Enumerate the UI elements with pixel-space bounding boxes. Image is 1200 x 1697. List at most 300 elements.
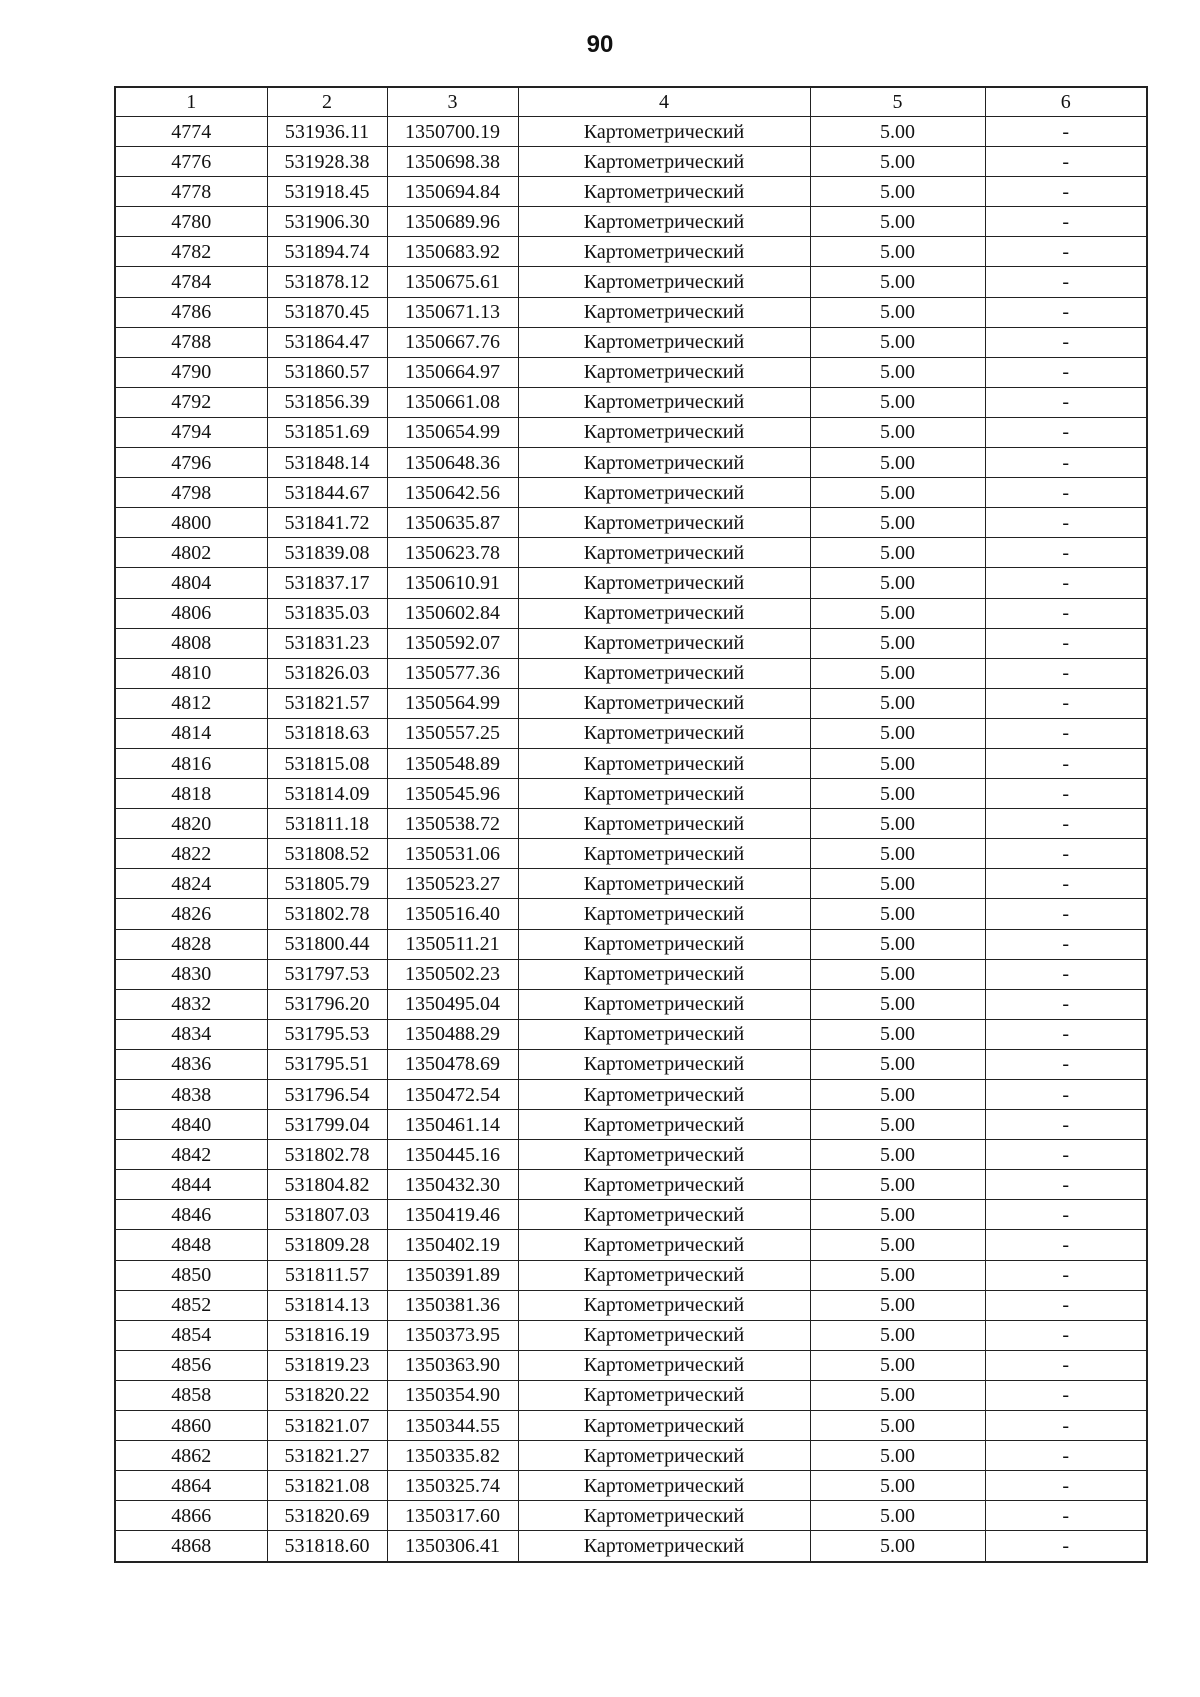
accuracy-cell: 5.00 xyxy=(810,327,985,357)
accuracy-cell: 5.00 xyxy=(810,237,985,267)
table-row xyxy=(115,598,1147,628)
method-cell: Картометрический xyxy=(518,1290,810,1320)
accuracy-cell: 5.00 xyxy=(810,1350,985,1380)
y-coordinate-cell: 1350523.27 xyxy=(387,869,518,899)
table-row xyxy=(115,1230,1147,1260)
point-number-cell: 4864 xyxy=(115,1471,267,1501)
point-number-cell: 4858 xyxy=(115,1380,267,1410)
y-coordinate-cell: 1350664.97 xyxy=(387,357,518,387)
table-row xyxy=(115,839,1147,869)
description-cell: - xyxy=(985,478,1147,508)
y-coordinate-cell: 1350317.60 xyxy=(387,1501,518,1531)
method-cell: Картометрический xyxy=(518,357,810,387)
point-number-cell: 4850 xyxy=(115,1260,267,1290)
table-row xyxy=(115,237,1147,267)
point-number-cell: 4794 xyxy=(115,417,267,447)
table-row xyxy=(115,1049,1147,1079)
point-number-cell: 4866 xyxy=(115,1501,267,1531)
accuracy-cell: 5.00 xyxy=(810,628,985,658)
x-coordinate-cell: 531878.12 xyxy=(267,267,387,297)
y-coordinate-cell: 1350538.72 xyxy=(387,809,518,839)
point-number-cell: 4844 xyxy=(115,1170,267,1200)
point-number-cell: 4782 xyxy=(115,237,267,267)
accuracy-cell: 5.00 xyxy=(810,1170,985,1200)
point-number-cell: 4860 xyxy=(115,1411,267,1441)
description-cell: - xyxy=(985,1380,1147,1410)
x-coordinate-cell: 531856.39 xyxy=(267,387,387,417)
point-number-cell: 4796 xyxy=(115,448,267,478)
point-number-cell: 4778 xyxy=(115,177,267,207)
x-coordinate-cell: 531818.60 xyxy=(267,1531,387,1562)
point-number-cell: 4862 xyxy=(115,1441,267,1471)
table-row xyxy=(115,959,1147,989)
description-cell: - xyxy=(985,297,1147,327)
point-number-cell: 4802 xyxy=(115,538,267,568)
y-coordinate-cell: 1350689.96 xyxy=(387,207,518,237)
accuracy-cell: 5.00 xyxy=(810,989,985,1019)
method-cell: Картометрический xyxy=(518,658,810,688)
method-cell: Картометрический xyxy=(518,1380,810,1410)
accuracy-cell: 5.00 xyxy=(810,267,985,297)
x-coordinate-cell: 531819.23 xyxy=(267,1350,387,1380)
y-coordinate-cell: 1350391.89 xyxy=(387,1260,518,1290)
table-row xyxy=(115,117,1147,147)
point-number-cell: 4792 xyxy=(115,387,267,417)
x-coordinate-cell: 531821.07 xyxy=(267,1411,387,1441)
method-cell: Картометрический xyxy=(518,267,810,297)
description-cell: - xyxy=(985,899,1147,929)
point-number-cell: 4788 xyxy=(115,327,267,357)
description-cell: - xyxy=(985,1290,1147,1320)
accuracy-cell: 5.00 xyxy=(810,1471,985,1501)
y-coordinate-cell: 1350661.08 xyxy=(387,387,518,417)
table-row xyxy=(115,417,1147,447)
method-cell: Картометрический xyxy=(518,327,810,357)
x-coordinate-cell: 531814.09 xyxy=(267,779,387,809)
description-cell: - xyxy=(985,989,1147,1019)
x-coordinate-cell: 531918.45 xyxy=(267,177,387,207)
method-cell: Картометрический xyxy=(518,628,810,658)
accuracy-cell: 5.00 xyxy=(810,387,985,417)
method-cell: Картометрический xyxy=(518,417,810,447)
point-number-cell: 4786 xyxy=(115,297,267,327)
y-coordinate-cell: 1350564.99 xyxy=(387,688,518,718)
description-cell: - xyxy=(985,959,1147,989)
table-row xyxy=(115,989,1147,1019)
description-cell: - xyxy=(985,327,1147,357)
x-coordinate-cell: 531851.69 xyxy=(267,417,387,447)
accuracy-cell: 5.00 xyxy=(810,1320,985,1350)
point-number-cell: 4854 xyxy=(115,1320,267,1350)
method-cell: Картометрический xyxy=(518,478,810,508)
method-cell: Картометрический xyxy=(518,959,810,989)
x-coordinate-cell: 531802.78 xyxy=(267,899,387,929)
description-cell: - xyxy=(985,1019,1147,1049)
method-cell: Картометрический xyxy=(518,1080,810,1110)
method-cell: Картометрический xyxy=(518,207,810,237)
table-row xyxy=(115,1531,1147,1562)
method-cell: Картометрический xyxy=(518,1170,810,1200)
x-coordinate-cell: 531831.23 xyxy=(267,628,387,658)
description-cell: - xyxy=(985,1260,1147,1290)
description-cell: - xyxy=(985,1110,1147,1140)
description-cell: - xyxy=(985,177,1147,207)
page-number: 90 xyxy=(586,31,614,58)
table-row xyxy=(115,1380,1147,1410)
description-cell: - xyxy=(985,628,1147,658)
y-coordinate-cell: 1350325.74 xyxy=(387,1471,518,1501)
point-number-cell: 4784 xyxy=(115,267,267,297)
description-cell: - xyxy=(985,1080,1147,1110)
table-row xyxy=(115,1441,1147,1471)
table-row xyxy=(115,899,1147,929)
accuracy-cell: 5.00 xyxy=(810,568,985,598)
description-cell: - xyxy=(985,568,1147,598)
method-cell: Картометрический xyxy=(518,147,810,177)
table-row xyxy=(115,297,1147,327)
y-coordinate-cell: 1350478.69 xyxy=(387,1049,518,1079)
point-number-cell: 4830 xyxy=(115,959,267,989)
y-coordinate-cell: 1350642.56 xyxy=(387,478,518,508)
method-cell: Картометрический xyxy=(518,1350,810,1380)
x-coordinate-cell: 531814.13 xyxy=(267,1290,387,1320)
description-cell: - xyxy=(985,658,1147,688)
description-cell: - xyxy=(985,1471,1147,1501)
x-coordinate-cell: 531800.44 xyxy=(267,929,387,959)
x-coordinate-cell: 531811.18 xyxy=(267,809,387,839)
x-coordinate-cell: 531805.79 xyxy=(267,869,387,899)
point-number-cell: 4818 xyxy=(115,779,267,809)
header-cell-4: 4 xyxy=(518,87,810,117)
table-row xyxy=(115,1200,1147,1230)
x-coordinate-cell: 531826.03 xyxy=(267,658,387,688)
table-row xyxy=(115,538,1147,568)
description-cell: - xyxy=(985,1441,1147,1471)
y-coordinate-cell: 1350344.55 xyxy=(387,1411,518,1441)
x-coordinate-cell: 531816.19 xyxy=(267,1320,387,1350)
accuracy-cell: 5.00 xyxy=(810,748,985,778)
accuracy-cell: 5.00 xyxy=(810,117,985,147)
accuracy-cell: 5.00 xyxy=(810,177,985,207)
description-cell: - xyxy=(985,147,1147,177)
point-number-cell: 4832 xyxy=(115,989,267,1019)
y-coordinate-cell: 1350610.91 xyxy=(387,568,518,598)
y-coordinate-cell: 1350306.41 xyxy=(387,1531,518,1562)
table-row xyxy=(115,1080,1147,1110)
x-coordinate-cell: 531795.53 xyxy=(267,1019,387,1049)
x-coordinate-cell: 531799.04 xyxy=(267,1110,387,1140)
method-cell: Картометрический xyxy=(518,1471,810,1501)
accuracy-cell: 5.00 xyxy=(810,718,985,748)
method-cell: Картометрический xyxy=(518,929,810,959)
y-coordinate-cell: 1350577.36 xyxy=(387,658,518,688)
y-coordinate-cell: 1350511.21 xyxy=(387,929,518,959)
table-header xyxy=(115,87,1147,117)
accuracy-cell: 5.00 xyxy=(810,1140,985,1170)
x-coordinate-cell: 531936.11 xyxy=(267,117,387,147)
table-row xyxy=(115,267,1147,297)
y-coordinate-cell: 1350667.76 xyxy=(387,327,518,357)
description-cell: - xyxy=(985,538,1147,568)
method-cell: Картометрический xyxy=(518,1200,810,1230)
method-cell: Картометрический xyxy=(518,1110,810,1140)
description-cell: - xyxy=(985,869,1147,899)
accuracy-cell: 5.00 xyxy=(810,1019,985,1049)
method-cell: Картометрический xyxy=(518,1019,810,1049)
y-coordinate-cell: 1350698.38 xyxy=(387,147,518,177)
point-number-cell: 4798 xyxy=(115,478,267,508)
table-row xyxy=(115,448,1147,478)
y-coordinate-cell: 1350700.19 xyxy=(387,117,518,147)
description-cell: - xyxy=(985,508,1147,538)
y-coordinate-cell: 1350363.90 xyxy=(387,1350,518,1380)
method-cell: Картометрический xyxy=(518,568,810,598)
y-coordinate-cell: 1350445.16 xyxy=(387,1140,518,1170)
method-cell: Картометрический xyxy=(518,748,810,778)
point-number-cell: 4812 xyxy=(115,688,267,718)
y-coordinate-cell: 1350488.29 xyxy=(387,1019,518,1049)
x-coordinate-cell: 531860.57 xyxy=(267,357,387,387)
method-cell: Картометрический xyxy=(518,598,810,628)
accuracy-cell: 5.00 xyxy=(810,1531,985,1562)
y-coordinate-cell: 1350472.54 xyxy=(387,1080,518,1110)
description-cell: - xyxy=(985,267,1147,297)
header-cell-1: 1 xyxy=(115,87,267,117)
table-row xyxy=(115,357,1147,387)
accuracy-cell: 5.00 xyxy=(810,1380,985,1410)
y-coordinate-cell: 1350548.89 xyxy=(387,748,518,778)
point-number-cell: 4836 xyxy=(115,1049,267,1079)
point-number-cell: 4814 xyxy=(115,718,267,748)
x-coordinate-cell: 531839.08 xyxy=(267,538,387,568)
accuracy-cell: 5.00 xyxy=(810,1230,985,1260)
accuracy-cell: 5.00 xyxy=(810,1290,985,1320)
header-cell-3: 3 xyxy=(387,87,518,117)
point-number-cell: 4842 xyxy=(115,1140,267,1170)
accuracy-cell: 5.00 xyxy=(810,508,985,538)
x-coordinate-cell: 531821.27 xyxy=(267,1441,387,1471)
point-number-cell: 4822 xyxy=(115,839,267,869)
method-cell: Картометрический xyxy=(518,1140,810,1170)
x-coordinate-cell: 531820.22 xyxy=(267,1380,387,1410)
description-cell: - xyxy=(985,1411,1147,1441)
x-coordinate-cell: 531807.03 xyxy=(267,1200,387,1230)
y-coordinate-cell: 1350354.90 xyxy=(387,1380,518,1410)
table-row xyxy=(115,1320,1147,1350)
description-cell: - xyxy=(985,448,1147,478)
accuracy-cell: 5.00 xyxy=(810,538,985,568)
description-cell: - xyxy=(985,1501,1147,1531)
table-row xyxy=(115,1260,1147,1290)
y-coordinate-cell: 1350531.06 xyxy=(387,839,518,869)
description-cell: - xyxy=(985,357,1147,387)
y-coordinate-cell: 1350635.87 xyxy=(387,508,518,538)
accuracy-cell: 5.00 xyxy=(810,448,985,478)
x-coordinate-cell: 531796.54 xyxy=(267,1080,387,1110)
x-coordinate-cell: 531844.67 xyxy=(267,478,387,508)
x-coordinate-cell: 531848.14 xyxy=(267,448,387,478)
y-coordinate-cell: 1350495.04 xyxy=(387,989,518,1019)
table-row xyxy=(115,508,1147,538)
accuracy-cell: 5.00 xyxy=(810,1501,985,1531)
description-cell: - xyxy=(985,1140,1147,1170)
table-row xyxy=(115,779,1147,809)
description-cell: - xyxy=(985,809,1147,839)
method-cell: Картометрический xyxy=(518,809,810,839)
method-cell: Картометрический xyxy=(518,117,810,147)
method-cell: Картометрический xyxy=(518,779,810,809)
point-number-cell: 4856 xyxy=(115,1350,267,1380)
point-number-cell: 4846 xyxy=(115,1200,267,1230)
y-coordinate-cell: 1350654.99 xyxy=(387,417,518,447)
point-number-cell: 4808 xyxy=(115,628,267,658)
description-cell: - xyxy=(985,1049,1147,1079)
method-cell: Картометрический xyxy=(518,839,810,869)
x-coordinate-cell: 531796.20 xyxy=(267,989,387,1019)
x-coordinate-cell: 531795.51 xyxy=(267,1049,387,1079)
table-row xyxy=(115,718,1147,748)
accuracy-cell: 5.00 xyxy=(810,869,985,899)
accuracy-cell: 5.00 xyxy=(810,1049,985,1079)
accuracy-cell: 5.00 xyxy=(810,779,985,809)
x-coordinate-cell: 531928.38 xyxy=(267,147,387,177)
table-row xyxy=(115,628,1147,658)
table-row xyxy=(115,207,1147,237)
point-number-cell: 4834 xyxy=(115,1019,267,1049)
method-cell: Картометрический xyxy=(518,1441,810,1471)
x-coordinate-cell: 531835.03 xyxy=(267,598,387,628)
y-coordinate-cell: 1350694.84 xyxy=(387,177,518,207)
point-number-cell: 4776 xyxy=(115,147,267,177)
x-coordinate-cell: 531809.28 xyxy=(267,1230,387,1260)
accuracy-cell: 5.00 xyxy=(810,1110,985,1140)
description-cell: - xyxy=(985,929,1147,959)
method-cell: Картометрический xyxy=(518,1411,810,1441)
y-coordinate-cell: 1350683.92 xyxy=(387,237,518,267)
y-coordinate-cell: 1350373.95 xyxy=(387,1320,518,1350)
table-row xyxy=(115,478,1147,508)
table-row xyxy=(115,809,1147,839)
x-coordinate-cell: 531818.63 xyxy=(267,718,387,748)
method-cell: Картометрический xyxy=(518,688,810,718)
point-number-cell: 4852 xyxy=(115,1290,267,1320)
header-row xyxy=(115,87,1147,117)
point-number-cell: 4780 xyxy=(115,207,267,237)
method-cell: Картометрический xyxy=(518,538,810,568)
description-cell: - xyxy=(985,207,1147,237)
accuracy-cell: 5.00 xyxy=(810,207,985,237)
y-coordinate-cell: 1350516.40 xyxy=(387,899,518,929)
accuracy-cell: 5.00 xyxy=(810,899,985,929)
description-cell: - xyxy=(985,117,1147,147)
point-number-cell: 4838 xyxy=(115,1080,267,1110)
method-cell: Картометрический xyxy=(518,718,810,748)
accuracy-cell: 5.00 xyxy=(810,839,985,869)
x-coordinate-cell: 531808.52 xyxy=(267,839,387,869)
table-row xyxy=(115,1110,1147,1140)
point-number-cell: 4848 xyxy=(115,1230,267,1260)
x-coordinate-cell: 531797.53 xyxy=(267,959,387,989)
description-cell: - xyxy=(985,598,1147,628)
accuracy-cell: 5.00 xyxy=(810,809,985,839)
description-cell: - xyxy=(985,1350,1147,1380)
method-cell: Картометрический xyxy=(518,237,810,267)
accuracy-cell: 5.00 xyxy=(810,147,985,177)
x-coordinate-cell: 531804.82 xyxy=(267,1170,387,1200)
method-cell: Картометрический xyxy=(518,1501,810,1531)
description-cell: - xyxy=(985,1200,1147,1230)
y-coordinate-cell: 1350602.84 xyxy=(387,598,518,628)
method-cell: Картометрический xyxy=(518,177,810,207)
table-row xyxy=(115,1290,1147,1320)
header-cell-6: 6 xyxy=(985,87,1147,117)
x-coordinate-cell: 531894.74 xyxy=(267,237,387,267)
point-number-cell: 4800 xyxy=(115,508,267,538)
accuracy-cell: 5.00 xyxy=(810,1080,985,1110)
accuracy-cell: 5.00 xyxy=(810,297,985,327)
point-number-cell: 4840 xyxy=(115,1110,267,1140)
description-cell: - xyxy=(985,387,1147,417)
description-cell: - xyxy=(985,1320,1147,1350)
table-row xyxy=(115,929,1147,959)
method-cell: Картометрический xyxy=(518,899,810,929)
y-coordinate-cell: 1350557.25 xyxy=(387,718,518,748)
description-cell: - xyxy=(985,237,1147,267)
accuracy-cell: 5.00 xyxy=(810,658,985,688)
description-cell: - xyxy=(985,1170,1147,1200)
method-cell: Картометрический xyxy=(518,448,810,478)
method-cell: Картометрический xyxy=(518,508,810,538)
x-coordinate-cell: 531841.72 xyxy=(267,508,387,538)
point-number-cell: 4804 xyxy=(115,568,267,598)
x-coordinate-cell: 531906.30 xyxy=(267,207,387,237)
description-cell: - xyxy=(985,748,1147,778)
method-cell: Картометрический xyxy=(518,1531,810,1562)
table-row xyxy=(115,387,1147,417)
y-coordinate-cell: 1350432.30 xyxy=(387,1170,518,1200)
table-row xyxy=(115,1501,1147,1531)
table-body xyxy=(115,117,1147,1562)
y-coordinate-cell: 1350381.36 xyxy=(387,1290,518,1320)
x-coordinate-cell: 531870.45 xyxy=(267,297,387,327)
point-number-cell: 4826 xyxy=(115,899,267,929)
accuracy-cell: 5.00 xyxy=(810,357,985,387)
table-row xyxy=(115,147,1147,177)
table-row xyxy=(115,1471,1147,1501)
accuracy-cell: 5.00 xyxy=(810,1441,985,1471)
accuracy-cell: 5.00 xyxy=(810,1200,985,1230)
method-cell: Картометрический xyxy=(518,1260,810,1290)
y-coordinate-cell: 1350461.14 xyxy=(387,1110,518,1140)
y-coordinate-cell: 1350545.96 xyxy=(387,779,518,809)
point-number-cell: 4828 xyxy=(115,929,267,959)
method-cell: Картометрический xyxy=(518,989,810,1019)
header-cell-5: 5 xyxy=(810,87,985,117)
x-coordinate-cell: 531821.08 xyxy=(267,1471,387,1501)
table-row xyxy=(115,1411,1147,1441)
x-coordinate-cell: 531802.78 xyxy=(267,1140,387,1170)
point-number-cell: 4810 xyxy=(115,658,267,688)
table-row xyxy=(115,177,1147,207)
table-row xyxy=(115,327,1147,357)
point-number-cell: 4868 xyxy=(115,1531,267,1562)
x-coordinate-cell: 531864.47 xyxy=(267,327,387,357)
description-cell: - xyxy=(985,839,1147,869)
description-cell: - xyxy=(985,688,1147,718)
table-row xyxy=(115,869,1147,899)
description-cell: - xyxy=(985,718,1147,748)
y-coordinate-cell: 1350675.61 xyxy=(387,267,518,297)
